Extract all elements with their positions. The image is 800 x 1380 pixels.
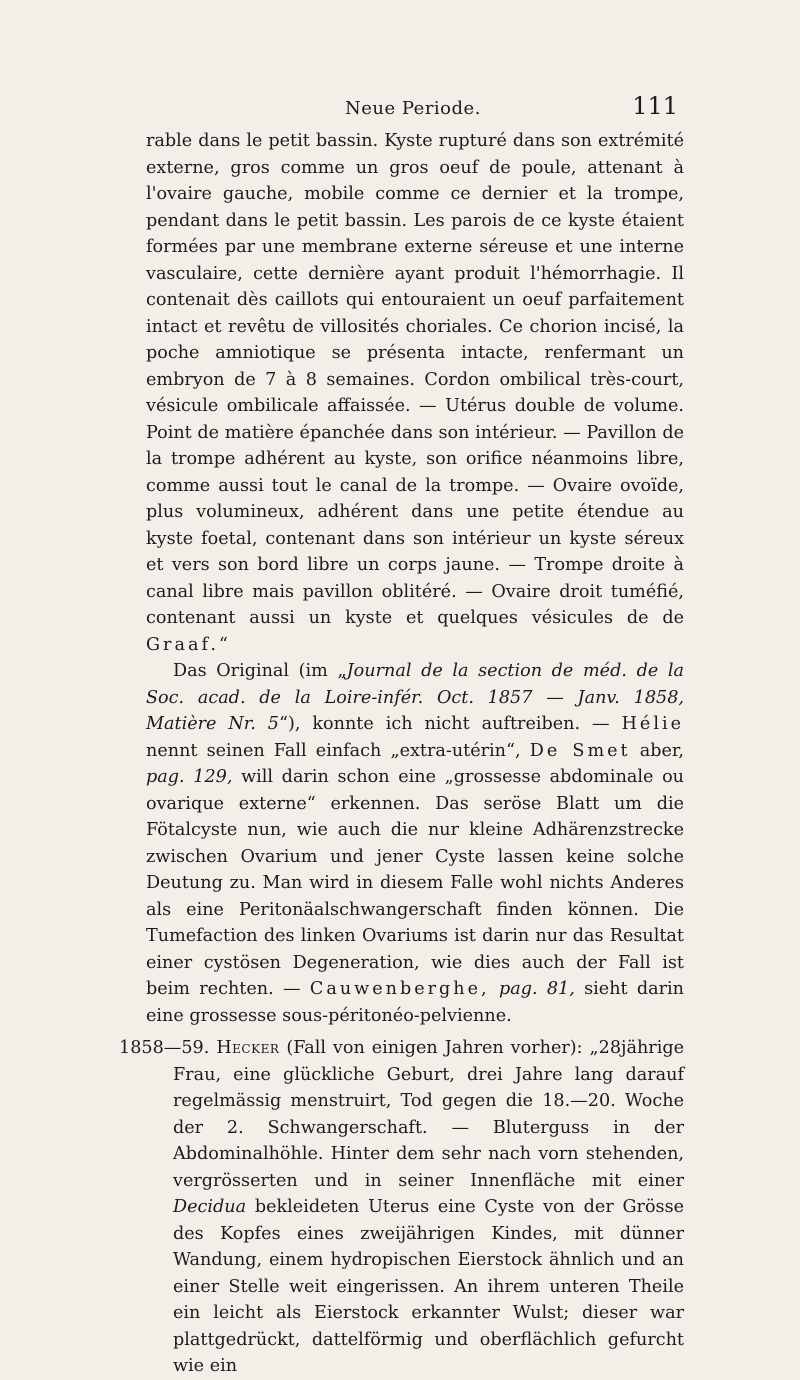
page-header (120, 92, 680, 126)
author-de-smet: De Smet (529, 740, 631, 761)
text-run: sieht darin eine grossesse sous-péritonéo-pelvienne. (146, 979, 685, 1026)
term-decidua: Decidua (173, 1197, 247, 1217)
body-text (119, 128, 685, 1380)
text-run: will darin schon eine „grossesse abdominale ou ovarique externe“ erkennen. Das seröse Blatt um die Fötalcyste nun, wie auch die nur kleine Adhärenzstrecke zwischen Ovarium und jener Cyste lassen keine solche Deutung zu. Man wird in diesem Falle wohl nichts Anderes als eine Peritonäalschwangerschaft finden können. Die Tumefaction des linken Ovariums ist darin nur das Resultat einer cystösen Degeneration, wie dies auch der Fall ist beim rechten. — (146, 767, 684, 999)
running-head: Neue Periode. (345, 98, 481, 119)
case-entry-hecker (119, 1035, 685, 1380)
text-run: nennt seinen Fall einfach „extra-utérin“, (146, 740, 521, 761)
paragraph-case-description: rable dans le petit bassin. Kyste rupturé dans son extrémité externe, gros comme un gros oeuf de poule, attenant à l'ovaire gauche, mobile comme ce dernier et la trompe, pendant dans le petit bassin. Les parois de ce kyste étaient formées par une membrane externe séreuse et une interne vasculaire, cette dernière ayant produit l'hémorrhagie. Il contenait dès caillots qui entouraient un oeuf parfaitement intact et revêtu de villosités choriales. Ce chorion incisé, la poche amniotique se présenta intacte, renfermant un embryon de 7 à 8 semaines. Cordon ombilical très-court, vésicule ombilicale affaissée. — Utérus double de volume. Point de matière épanchée dans son intérieur. — Pavillon de la trompe adhérent au kyste, son orifice néanmoins libre, comme aussi tout le canal de la trompe. — Ovaire ovoïde, plus volumineux, adhérent dans une petite étendue au kyste foetal, contenant dans son intérieur un kyste séreux et vers son bord libre un corps jaune. — Trompe droite à canal libre mais pavillon oblitéré. — Ovaire droit tuméfié, contenant aussi un kyste et quelques vésicules de de Graaf.“ (146, 131, 684, 655)
author-hecker: Hecker (216, 1038, 280, 1058)
page-reference: pag. 129, (146, 767, 233, 787)
page-number: 111 (632, 92, 678, 120)
author-cauwenberghe: Cauwenberghe, (309, 979, 490, 999)
text-run: Das Original (im „ (173, 661, 347, 681)
text-run: “), konnte ich nicht auftreiben. — (278, 714, 610, 734)
paragraph-commentary (146, 658, 684, 1029)
text-run: bekleideten Uterus eine Cyste von der Grösse des Kopfes eines zweijährigen Kindes, mit dünner Wandung, einem hydropischen Eierstock ähnlich und an einer Stelle weit eingerissen. An ihrem unteren Theile ein leicht als Eierstock erkannter Wulst; dieser war plattgedrückt, dattelförmig und oberflächlich gefurcht wie ein (173, 1197, 685, 1376)
text-run: (Fall von einigen Jahren vorher): „28jährige Frau, eine glückliche Geburt, drei Jahre lang darauf regelmässig menstruirt, Tod gegen die 18.—20. Woche der 2. Schwangerschaft. — Bluterguss in der Abdominalhöhle. Hinter dem sehr nach vorn stehenden, vergrösserten und in seiner Innenfläche mit einer (173, 1038, 685, 1191)
text-run: aber, (639, 740, 684, 761)
name-graaf: Graaf. (146, 634, 219, 655)
page-reference: pag. 81, (498, 979, 575, 999)
journal-citation: Journal de la section de méd. de la Soc. acad. de la Loire-infér. Oct. 1857 — Janv. 1858, Matière Nr. 5 (146, 661, 684, 734)
paragraph-text: rable dans le petit bassin. Kyste rupturé dans son extrémité externe, gros comme un gros oeuf de poule, attenant à l'ovaire gauche, mobile comme ce dernier et la trompe, pendant dans le petit bassin. Les parois de ce kyste étaient formées par une membrane externe séreuse et une interne vasculaire, cette dernière ayant produit l'hémorrhagie. Il contenait dès caillots qui entouraient un oeuf parfaitement intact et revêtu de villosités choriales. Ce chorion incisé, la poche amniotique se présenta intacte, renfermant un embryon de 7 à 8 semaines. Cordon ombilical très-court, vésicule ombilicale affaissée. — Utérus double de volume. Point de matière épanchée dans son intérieur. — Pavillon de la trompe adhérent au kyste, son orifice néanmoins libre, comme aussi tout le canal de la trompe. — Ovaire ovoïde, plus volumineux, adhérent dans une petite étendue au kyste foetal, contenant dans son intérieur un kyste séreux et vers son bord libre un corps jaune. — Trompe droite à canal libre mais pavillon oblitéré. — Ovaire droit tuméfié, contenant aussi un kyste et quelques vésicules de de (146, 131, 684, 628)
entry-year: 1858—59. (119, 1038, 210, 1058)
author-helie: Hélie (621, 714, 684, 734)
